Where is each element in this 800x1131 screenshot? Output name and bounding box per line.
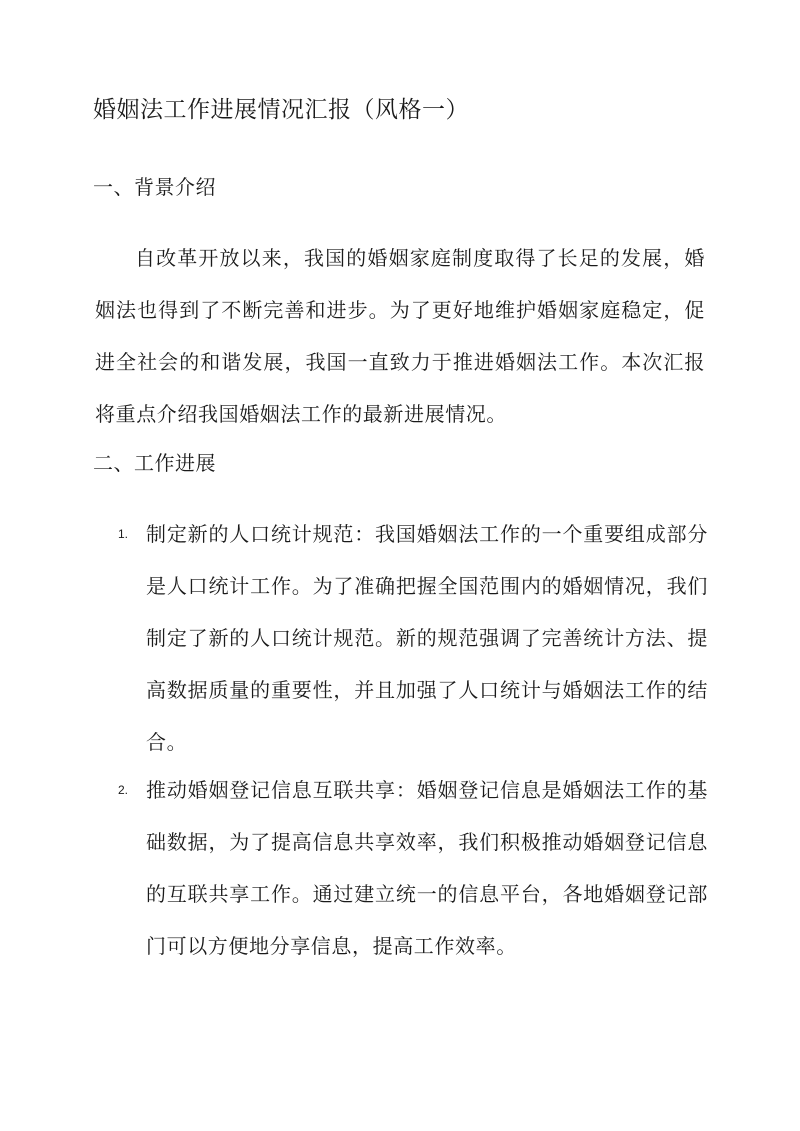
- list-item-number: 1.: [118, 527, 129, 541]
- list-item-number: 2.: [118, 783, 129, 797]
- background-paragraph: 自改革开放以来，我国的婚姻家庭制度取得了长足的发展，婚姻法也得到了不断完善和进步。为了更好地维护婚姻家庭稳定，促进全社会的和谐发展，我国一直致力于推进婚姻法工作。本次汇报将重点介绍我国婚姻法工作的最新进展情况。: [95, 246, 705, 426]
- list-item-text: 制定新的人口统计规范：我国婚姻法工作的一个重要组成部分是人口统计工作。为了准确把握全国范围内的婚姻情况，我们制定了新的人口统计规范。新的规范强调了完善统计方法、提高数据质量的重要性，并且加强了人口统计与婚姻法工作的结合。: [146, 522, 708, 754]
- section-heading-background: 一、背景介绍: [93, 175, 216, 199]
- list-item: [118, 508, 708, 768]
- list-item: [118, 764, 708, 972]
- section-heading-progress: 二、工作进展: [93, 451, 216, 475]
- list-item-text: 推动婚姻登记信息互联共享：婚姻登记信息是婚姻法工作的基础数据，为了提高信息共享效率，我们积极推动婚姻登记信息的互联共享工作。通过建立统一的信息平台，各地婚姻登记部门可以方便地分享信息，提高工作效率。: [146, 778, 708, 958]
- document-title: 婚姻法工作进展情况汇报（风格一）: [93, 97, 469, 123]
